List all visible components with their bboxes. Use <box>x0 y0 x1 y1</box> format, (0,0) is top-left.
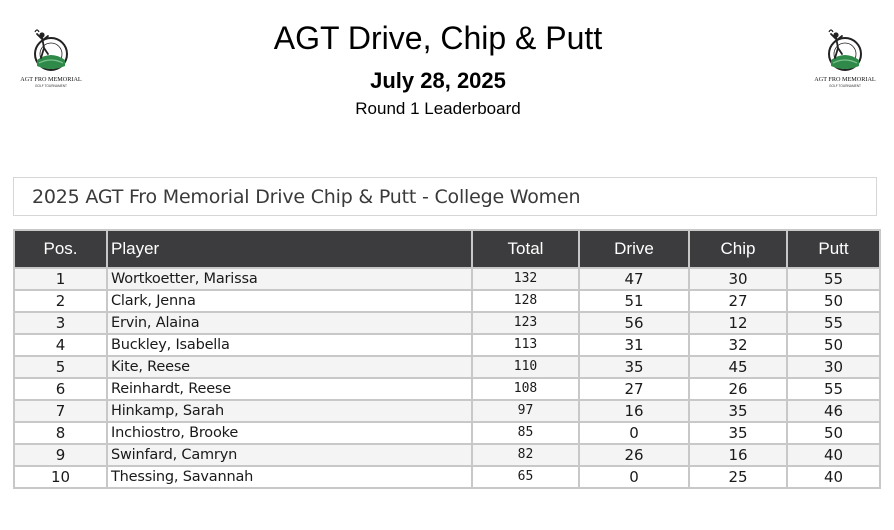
cell-pos: 5 <box>14 356 107 378</box>
cell-player: Thessing, Savannah <box>107 466 472 488</box>
cell-total: 82 <box>472 444 579 466</box>
cell-drive: 31 <box>579 334 689 356</box>
cell-putt: 50 <box>787 290 880 312</box>
cell-chip: 25 <box>689 466 787 488</box>
cell-chip: 35 <box>689 422 787 444</box>
cell-total: 132 <box>472 268 579 290</box>
page-title: AGT Drive, Chip & Putt <box>273 20 603 56</box>
cell-putt: 30 <box>787 356 880 378</box>
cell-chip: 32 <box>689 334 787 356</box>
cell-player: Ervin, Alaina <box>107 312 472 334</box>
cell-chip: 26 <box>689 378 787 400</box>
table-row <box>14 356 880 378</box>
cell-drive: 47 <box>579 268 689 290</box>
leaderboard-table <box>13 229 881 489</box>
cell-pos: 9 <box>14 444 107 466</box>
cell-chip: 12 <box>689 312 787 334</box>
logo-subtext: GOLF TOURNAMENT <box>35 84 67 88</box>
cell-drive: 0 <box>579 422 689 444</box>
cell-putt: 46 <box>787 400 880 422</box>
cell-pos: 6 <box>14 378 107 400</box>
cell-player: Hinkamp, Sarah <box>107 400 472 422</box>
cell-chip: 35 <box>689 400 787 422</box>
cell-total: 110 <box>472 356 579 378</box>
logo-text: AGT FRO MEMORIAL <box>20 76 82 83</box>
cell-total: 108 <box>472 378 579 400</box>
cell-total: 97 <box>472 400 579 422</box>
cell-putt: 40 <box>787 444 880 466</box>
cell-pos: 3 <box>14 312 107 334</box>
cell-putt: 55 <box>787 378 880 400</box>
table-row <box>14 422 880 444</box>
division-title: 2025 AGT Fro Memorial Drive Chip & Putt - College Women <box>32 186 581 208</box>
cell-total: 65 <box>472 466 579 488</box>
cell-player: Swinfard, Camryn <box>107 444 472 466</box>
logo-text: AGT FRO MEMORIAL <box>814 76 876 83</box>
cell-drive: 27 <box>579 378 689 400</box>
cell-chip: 45 <box>689 356 787 378</box>
column-header-player[interactable]: Player <box>107 230 472 268</box>
cell-drive: 16 <box>579 400 689 422</box>
table-row <box>14 290 880 312</box>
cell-putt: 55 <box>787 312 880 334</box>
cell-chip: 16 <box>689 444 787 466</box>
cell-drive: 26 <box>579 444 689 466</box>
column-header-chip[interactable]: Chip <box>689 230 787 268</box>
column-header-drive[interactable]: Drive <box>579 230 689 268</box>
column-header-total[interactable]: Total <box>472 230 579 268</box>
logo-subtext: GOLF TOURNAMENT <box>829 84 861 88</box>
round-subtitle: Round 1 Leaderboard <box>355 99 521 118</box>
cell-pos: 2 <box>14 290 107 312</box>
cell-player: Reinhardt, Reese <box>107 378 472 400</box>
cell-pos: 1 <box>14 268 107 290</box>
cell-putt: 40 <box>787 466 880 488</box>
cell-putt: 50 <box>787 422 880 444</box>
table-header-row <box>14 230 880 268</box>
table-row <box>14 466 880 488</box>
cell-pos: 10 <box>14 466 107 488</box>
cell-total: 85 <box>472 422 579 444</box>
table-row <box>14 334 880 356</box>
cell-player: Inchiostro, Brooke <box>107 422 472 444</box>
table-row <box>14 400 880 422</box>
cell-chip: 27 <box>689 290 787 312</box>
cell-total: 123 <box>472 312 579 334</box>
cell-drive: 51 <box>579 290 689 312</box>
cell-chip: 30 <box>689 268 787 290</box>
cell-player: Clark, Jenna <box>107 290 472 312</box>
column-header-putt[interactable]: Putt <box>787 230 880 268</box>
cell-putt: 55 <box>787 268 880 290</box>
cell-total: 128 <box>472 290 579 312</box>
cell-pos: 8 <box>14 422 107 444</box>
cell-pos: 7 <box>14 400 107 422</box>
division-header <box>13 177 877 216</box>
cell-putt: 50 <box>787 334 880 356</box>
cell-drive: 56 <box>579 312 689 334</box>
table-row <box>14 312 880 334</box>
event-date: July 28, 2025 <box>370 68 506 93</box>
table-row <box>14 268 880 290</box>
cell-player: Wortkoetter, Marissa <box>107 268 472 290</box>
cell-player: Kite, Reese <box>107 356 472 378</box>
cell-pos: 4 <box>14 334 107 356</box>
cell-player: Buckley, Isabella <box>107 334 472 356</box>
table-row <box>14 444 880 466</box>
cell-drive: 35 <box>579 356 689 378</box>
cell-drive: 0 <box>579 466 689 488</box>
table-row <box>14 378 880 400</box>
column-header-pos[interactable]: Pos. <box>14 230 107 268</box>
cell-total: 113 <box>472 334 579 356</box>
